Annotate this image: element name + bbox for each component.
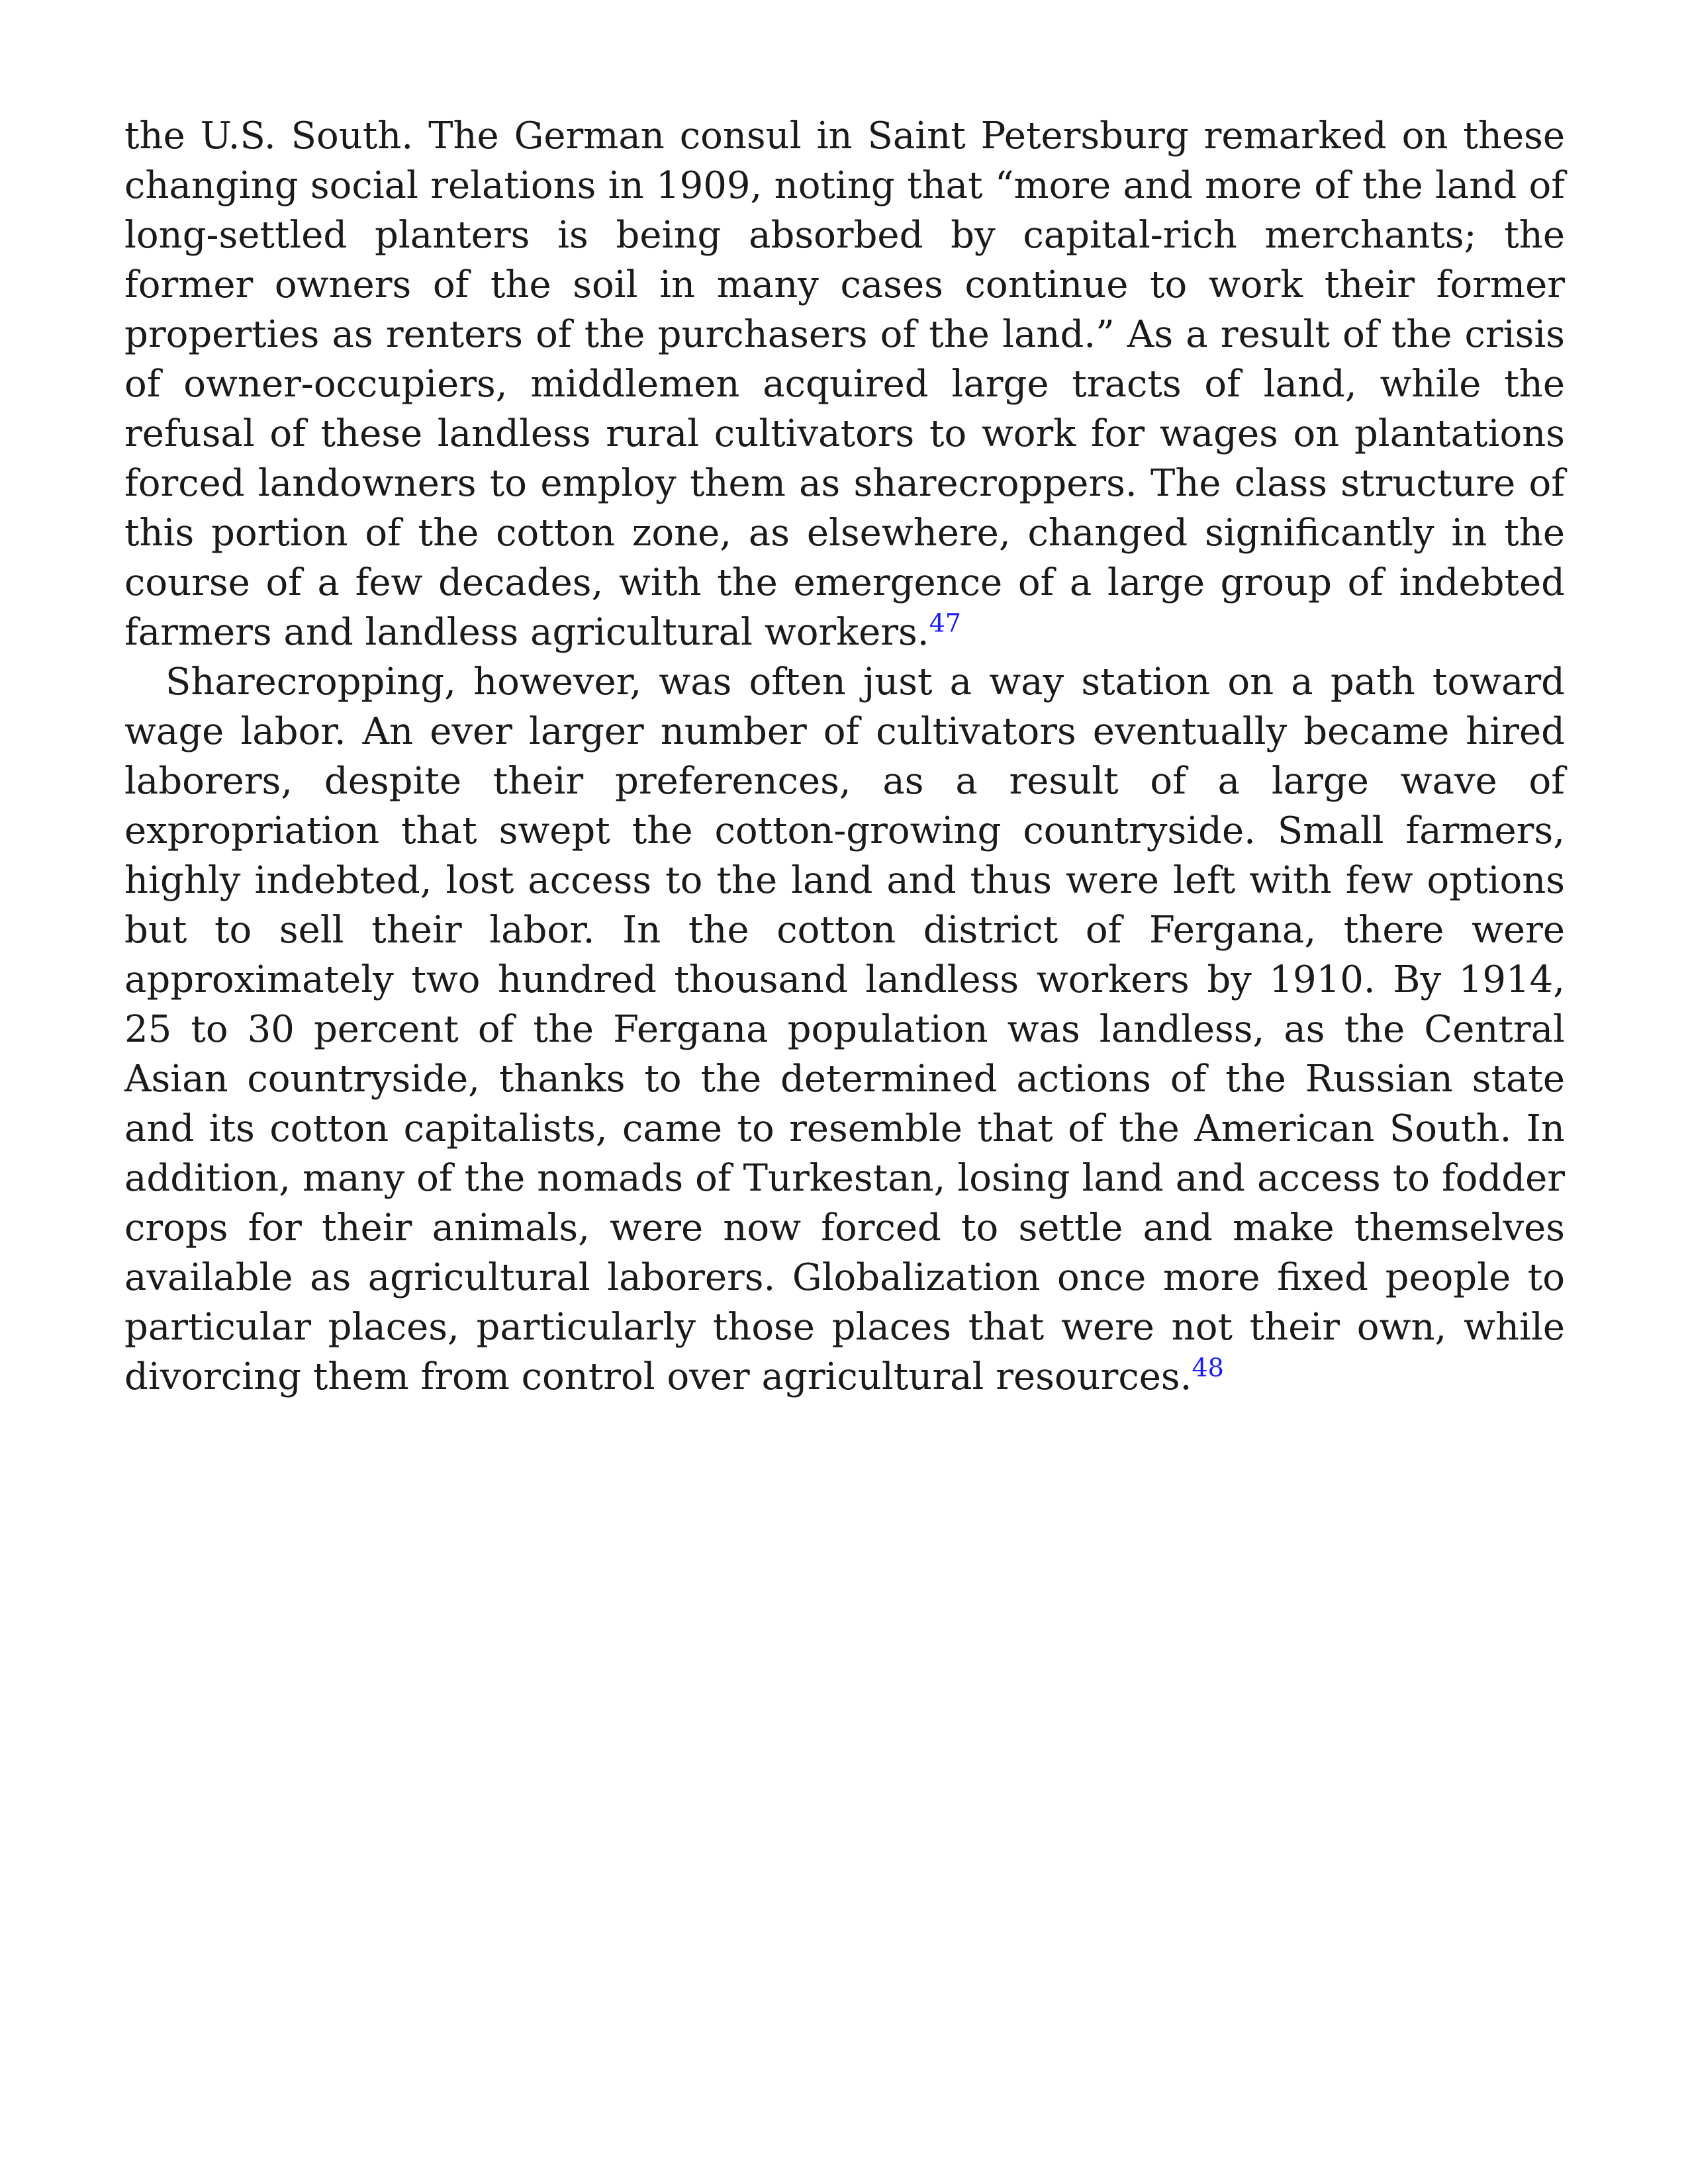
paragraph-text: the U.S. South. The German consul in Saint Petersburg remarked on these changing social relations in 1909, noting that “more and more of the land of long-settled planters is being absorbed by capital-rich merchants; the former owners of the soil in many cases continue to work their former properties as renters of the purchasers of the land.” As a result of the crisis of owner-occupiers, middlemen acquired large tracts of land, while the refusal of these landless rural cultivators to work for wages on plantations forced landowners to employ them as sharecroppers. The class structure of this portion of the cotton zone, as elsewhere, changed significantly in the course of a few decades, with the emergence of a large group of indebted farmers and landless agricultural workers. bbox=[124, 114, 1565, 654]
footnote-link-48[interactable]: 48 bbox=[1192, 1353, 1224, 1383]
footnote-link-47[interactable]: 47 bbox=[929, 608, 961, 638]
paragraph-sharecropping bbox=[124, 657, 1565, 1402]
paragraph-continuation bbox=[124, 111, 1565, 657]
paragraph-text: Sharecropping, however, was often just a way station on a path toward wage labor. An ever larger number of cultivators eventually became hired laborers, despite their preferences, as a result of a large wave of expropriation that swept the cotton-growing countryside. Small farmers, highly indebted, lost access to the land and thus were left with few options but to sell their labor. In the cotton district of Fergana, there were approximately two hundred thousand landless workers by 1910. By 1914, 25 to 30 percent of the Fergana population was landless, as the Central Asian countryside, thanks to the determined actions of the Russian state and its cotton capitalists, came to resemble that of the American South. In addition, many of the nomads of Turkestan, losing land and access to fodder crops for their animals, were now forced to settle and make themselves available as agricultural laborers. Globalization once more fixed people to particular places, particularly those places that were not their own, while divorcing them from control over agricultural resources. bbox=[124, 660, 1565, 1398]
page-body bbox=[124, 111, 1565, 1402]
